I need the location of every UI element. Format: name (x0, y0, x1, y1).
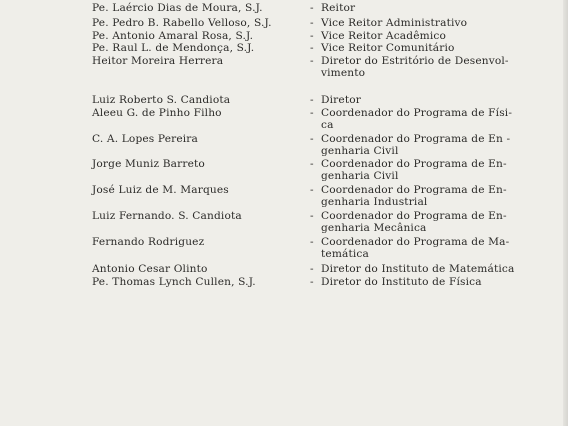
person-name: Pe. Antonio Amaral Rosa, S.J. (92, 30, 254, 42)
dash-separator: - (310, 30, 314, 42)
person-name: Heitor Moreira Herrera (92, 55, 224, 67)
dash-separator: - (310, 210, 314, 222)
dash-separator: - (310, 184, 314, 196)
person-role: Coordenador do Programa de En- genharia Mecânica (321, 210, 507, 234)
person-name: Pe. Laércio Dias de Moura, S.J. (92, 2, 263, 14)
person-name: Antonio Cesar Olinto (92, 263, 208, 275)
person-name: Aleeu G. de Pinho Filho (92, 107, 222, 119)
dash-separator: - (310, 94, 314, 106)
dash-separator: - (310, 276, 314, 288)
dash-separator: - (310, 55, 314, 67)
person-name: Luiz Roberto S. Candiota (92, 94, 231, 106)
person-role: Diretor do Estritório de Desenvol- vimento (321, 55, 509, 79)
person-name: José Luiz de M. Marques (92, 184, 229, 196)
dash-separator: - (310, 236, 314, 248)
person-name: Pe. Raul L. de Mendonça, S.J. (92, 42, 255, 54)
person-role: Reitor (321, 2, 356, 14)
dash-separator: - (310, 42, 314, 54)
person-role: Coordenador do Programa de En- genharia Industrial (321, 184, 507, 208)
dash-separator: - (310, 158, 314, 170)
dash-separator: - (310, 2, 314, 14)
dash-separator: - (310, 17, 314, 29)
dash-separator: - (310, 107, 314, 119)
person-name: Fernando Rodriguez (92, 236, 205, 248)
person-name: C. A. Lopes Pereira (92, 133, 198, 145)
person-role: Vice Reitor Administrativo (321, 17, 468, 29)
person-name: Jorge Muniz Barreto (92, 158, 205, 170)
person-role: Coordenador do Programa de En - genharia Civil (321, 133, 511, 157)
person-role: Diretor do Instituto de Física (321, 276, 482, 288)
page-edge-shadow (563, 0, 568, 426)
person-role: Coordenador do Programa de Físi- ca (321, 107, 513, 131)
dash-separator: - (310, 263, 314, 275)
person-name: Pe. Thomas Lynch Cullen, S.J. (92, 276, 256, 288)
person-role: Vice Reitor Acadêmico (321, 30, 446, 42)
dash-separator: - (310, 133, 314, 145)
person-role: Diretor (321, 94, 361, 106)
person-name: Luiz Fernando. S. Candiota (92, 210, 242, 222)
person-role: Coordenador do Programa de En- genharia Civil (321, 158, 507, 182)
person-role: Coordenador do Programa de Ma- temática (321, 236, 510, 260)
person-role: Vice Reitor Comunitário (321, 42, 455, 54)
person-role: Diretor do Instituto de Matemática (321, 263, 515, 275)
person-name: Pe. Pedro B. Rabello Velloso, S.J. (92, 17, 272, 29)
